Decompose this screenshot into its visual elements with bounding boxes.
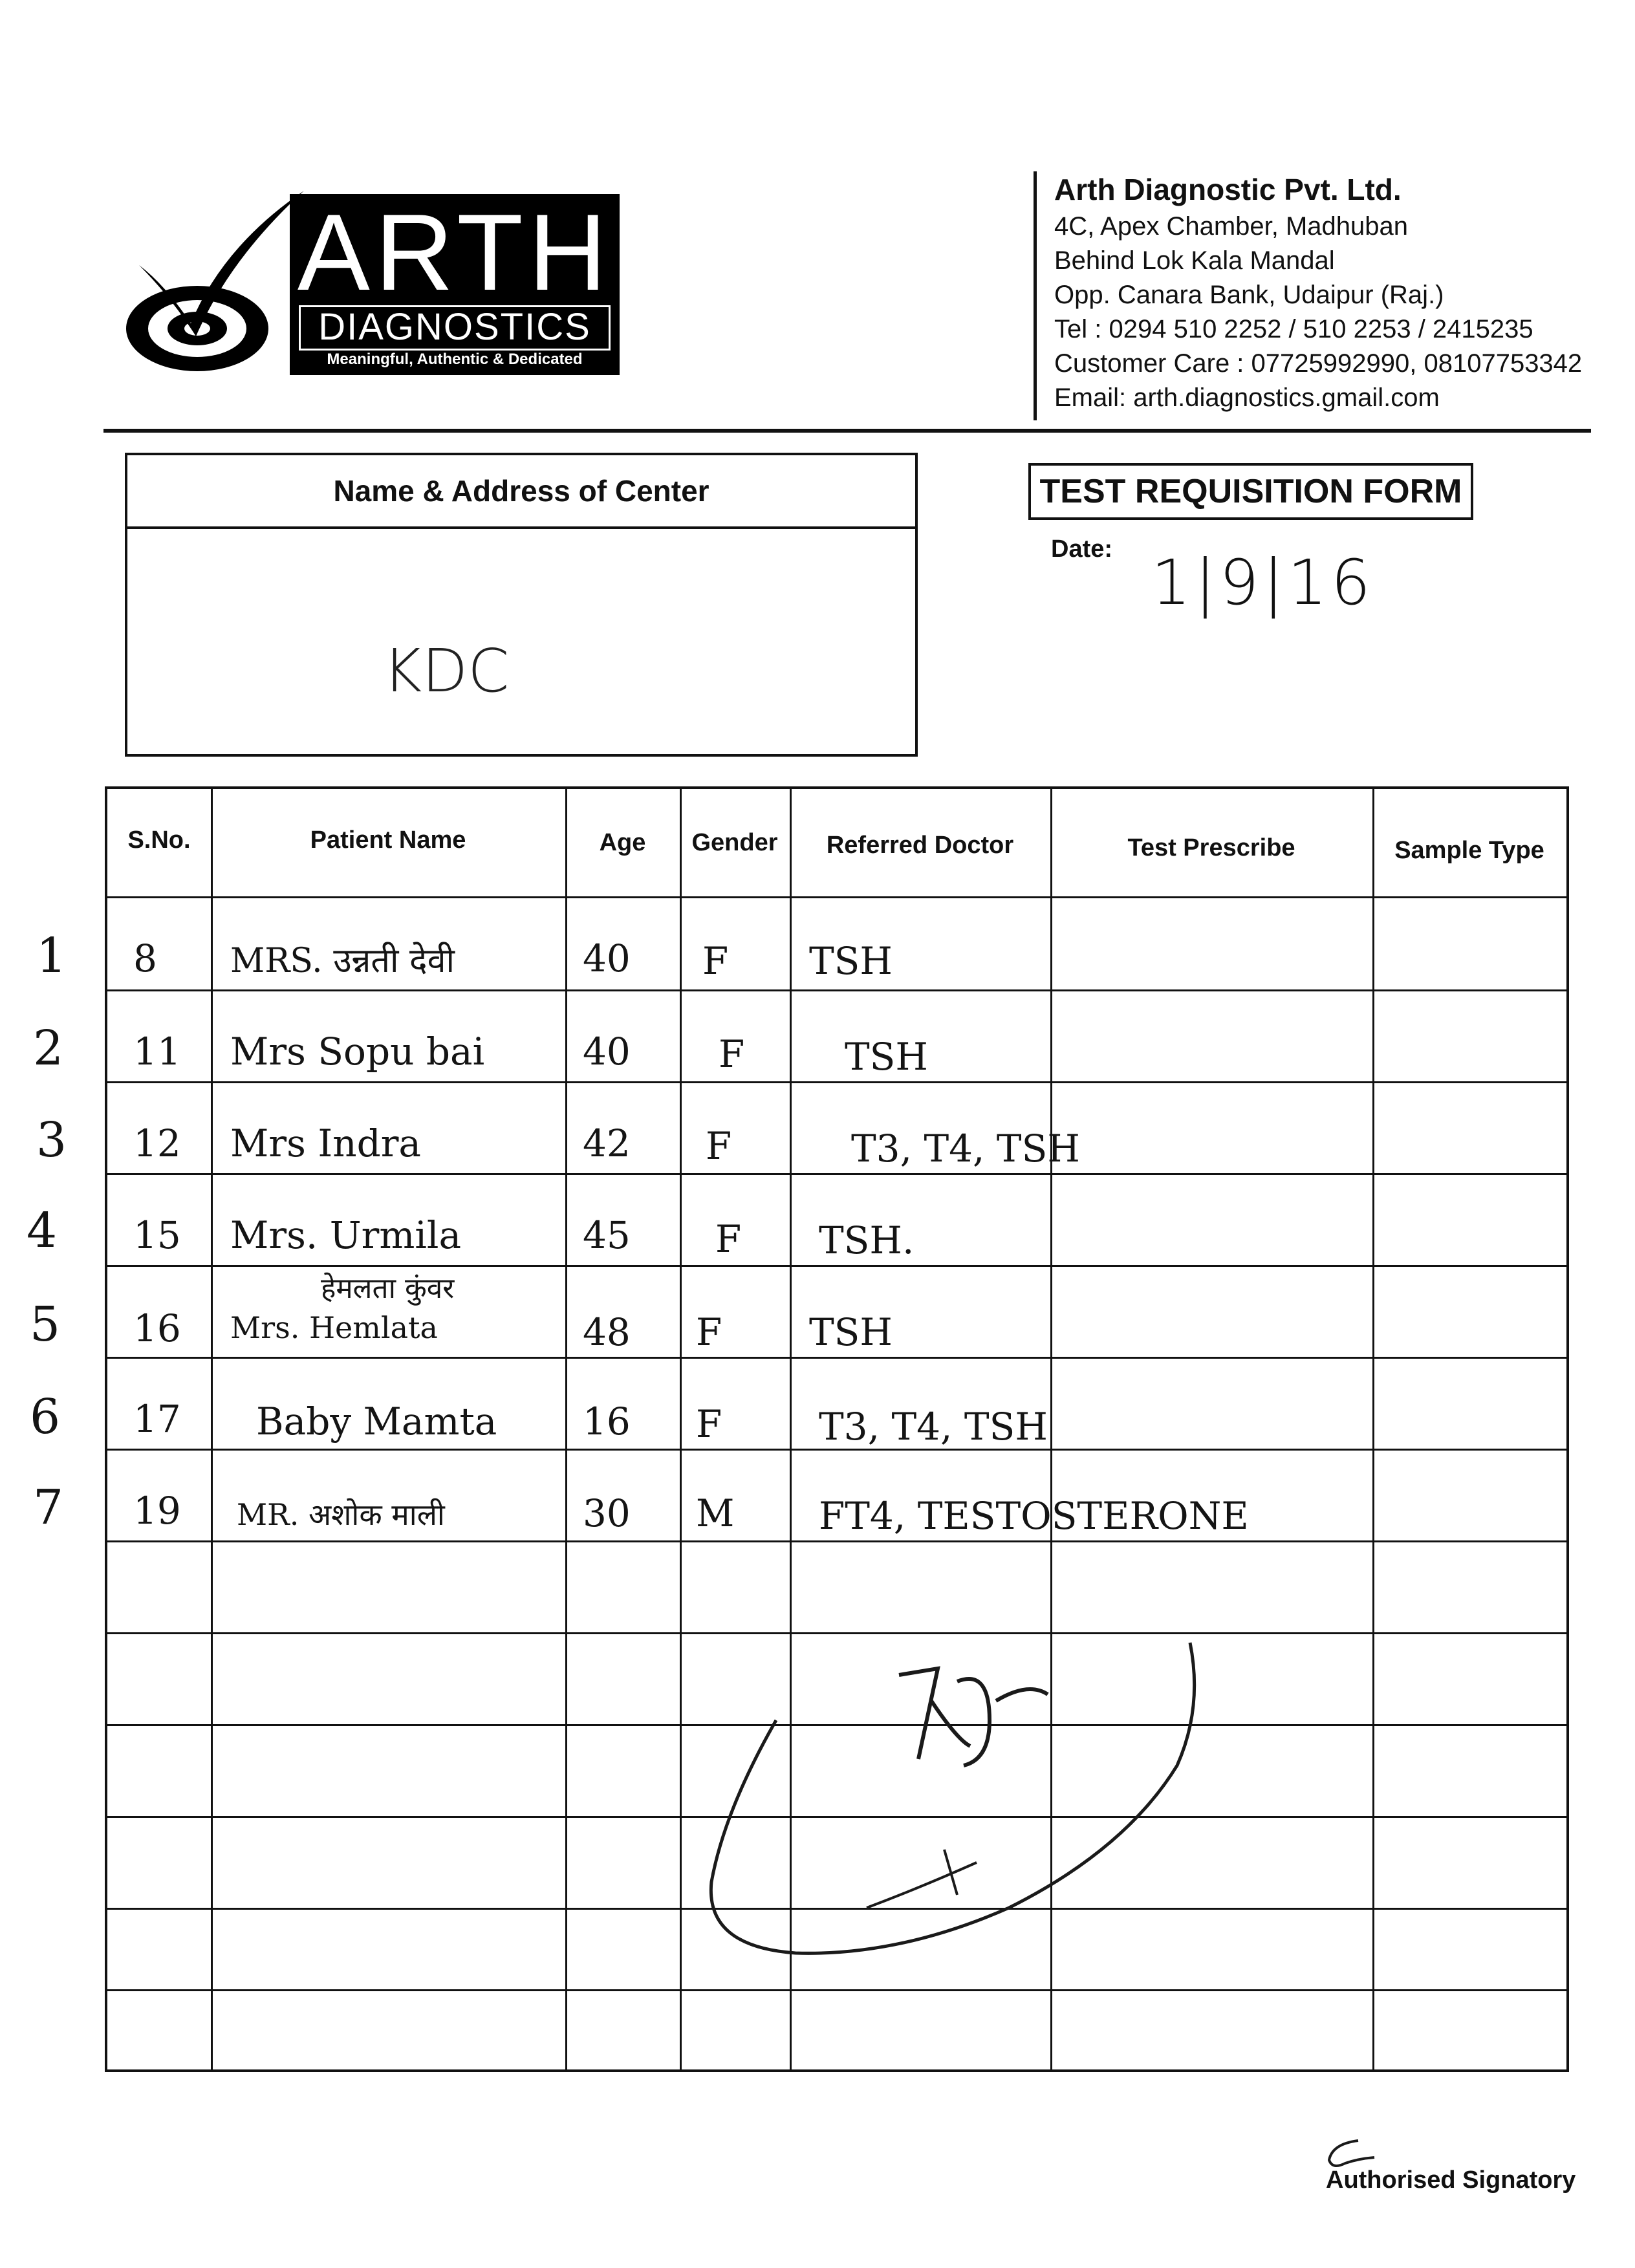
cell-tests: FT4, TESTOSTERONE bbox=[819, 1494, 1249, 1538]
cell-gender: F bbox=[702, 939, 729, 983]
cell-tests: T3, T4, TSH bbox=[851, 1127, 1080, 1171]
cell-sno: 15 bbox=[133, 1213, 181, 1257]
cell-sno: 12 bbox=[133, 1121, 181, 1165]
row-number: 5 bbox=[30, 1297, 61, 1352]
logo-title: ARTH bbox=[297, 191, 612, 313]
header-sno: S.No. bbox=[127, 826, 191, 854]
center-heading: Name & Address of Center bbox=[127, 455, 915, 529]
cell-age: 45 bbox=[583, 1213, 631, 1257]
cell-age: 40 bbox=[583, 936, 631, 980]
date-value: 1|9|16 bbox=[1151, 546, 1374, 619]
center-value: KDC bbox=[383, 636, 510, 706]
cell-patient-name: Mrs Sopu bai bbox=[230, 1030, 485, 1074]
cell-patient-name: MR. अशोक माली bbox=[237, 1497, 445, 1532]
cell-patient-name: Mrs Indra bbox=[230, 1121, 422, 1165]
cell-tests: TSH. bbox=[819, 1218, 915, 1262]
company-address-line: Behind Lok Kala Mandal bbox=[1054, 246, 1335, 275]
cell-age: 42 bbox=[583, 1121, 631, 1165]
company-info bbox=[1054, 169, 1582, 415]
cell-age: 40 bbox=[583, 1030, 631, 1074]
logo-tagline: Meaningful, Authentic & Dedicated bbox=[327, 351, 583, 368]
cell-patient-name-correction: हेमलता कुंवर bbox=[321, 1272, 455, 1305]
row-number: 1 bbox=[36, 928, 67, 984]
form-title: TEST REQUISITION FORM bbox=[1028, 463, 1473, 520]
cell-sno: 17 bbox=[133, 1397, 181, 1441]
company-divider bbox=[1034, 171, 1037, 420]
row-number: 3 bbox=[36, 1112, 67, 1168]
cell-sno: 11 bbox=[133, 1030, 181, 1074]
cell-gender: F bbox=[706, 1124, 732, 1168]
header-sample-type: Sample Type bbox=[1394, 837, 1544, 864]
cell-gender: F bbox=[715, 1217, 742, 1261]
cell-patient-name: Baby Mamta bbox=[256, 1399, 497, 1443]
row-number: 7 bbox=[33, 1480, 64, 1535]
header-patient-name: Patient Name bbox=[310, 826, 466, 854]
company-address-line: Opp. Canara Bank, Udaipur (Raj.) bbox=[1054, 281, 1444, 309]
cell-tests: TSH bbox=[809, 939, 893, 983]
row-divider bbox=[107, 1173, 1566, 1175]
cell-patient-name: MRS. उन्नती देवी bbox=[230, 942, 455, 980]
cell-age: 16 bbox=[583, 1399, 631, 1443]
cell-tests: TSH bbox=[845, 1035, 928, 1079]
column-divider bbox=[1372, 789, 1374, 2069]
row-number: 6 bbox=[30, 1389, 61, 1445]
row-number: 2 bbox=[33, 1021, 64, 1076]
logo-target-check-icon bbox=[120, 188, 307, 382]
cell-patient-name: Mrs. Urmila bbox=[230, 1213, 462, 1257]
company-customer-care: Customer Care : 07725992990, 08107753342 bbox=[1054, 349, 1583, 378]
cell-age: 30 bbox=[583, 1491, 631, 1535]
company-email: Email: arth.diagnostics.gmail.com bbox=[1054, 383, 1440, 412]
header-referred-doctor: Referred Doctor bbox=[826, 832, 1014, 859]
row-divider bbox=[107, 1265, 1566, 1267]
cell-sno: 19 bbox=[133, 1489, 181, 1533]
header-gender: Gender bbox=[691, 829, 778, 856]
row-number: 4 bbox=[27, 1203, 58, 1258]
cell-sno: 8 bbox=[133, 936, 157, 980]
company-name: Arth Diagnostic Pvt. Ltd. bbox=[1054, 173, 1402, 206]
company-logo bbox=[290, 191, 620, 375]
row-divider bbox=[107, 1449, 1566, 1451]
row-divider bbox=[107, 1357, 1566, 1359]
cell-tests: T3, T4, TSH bbox=[819, 1405, 1048, 1449]
date-label: Date: bbox=[1051, 535, 1113, 563]
company-address-line: 4C, Apex Chamber, Madhuban bbox=[1054, 212, 1409, 241]
cell-gender: F bbox=[696, 1310, 722, 1354]
cell-gender: F bbox=[696, 1402, 722, 1446]
cell-patient-name: Mrs. Hemlata bbox=[230, 1310, 438, 1345]
row-divider bbox=[107, 989, 1566, 991]
row-divider bbox=[107, 1989, 1566, 1991]
center-box bbox=[125, 453, 918, 757]
logo-subtitle: DIAGNOSTICS bbox=[299, 305, 611, 351]
column-divider bbox=[211, 789, 213, 2069]
cell-tests: TSH bbox=[809, 1310, 893, 1354]
row-divider bbox=[107, 1081, 1566, 1083]
company-phone: Tel : 0294 510 2252 / 510 2253 / 2415235 bbox=[1054, 315, 1533, 343]
column-divider bbox=[565, 789, 567, 2069]
header-age: Age bbox=[599, 829, 646, 856]
cell-age: 48 bbox=[583, 1310, 631, 1354]
cell-gender: M bbox=[696, 1491, 735, 1535]
column-divider bbox=[680, 789, 682, 2069]
cell-gender: F bbox=[719, 1032, 745, 1076]
header-test-prescribe: Test Prescribe bbox=[1127, 834, 1295, 861]
header-rule bbox=[103, 429, 1591, 433]
row-divider bbox=[107, 1540, 1566, 1542]
cell-sno: 16 bbox=[133, 1306, 181, 1350]
authorised-signatory-label: Authorised Signatory bbox=[1326, 2166, 1576, 2194]
handwritten-signature bbox=[686, 1604, 1242, 1966]
row-divider bbox=[107, 896, 1566, 898]
